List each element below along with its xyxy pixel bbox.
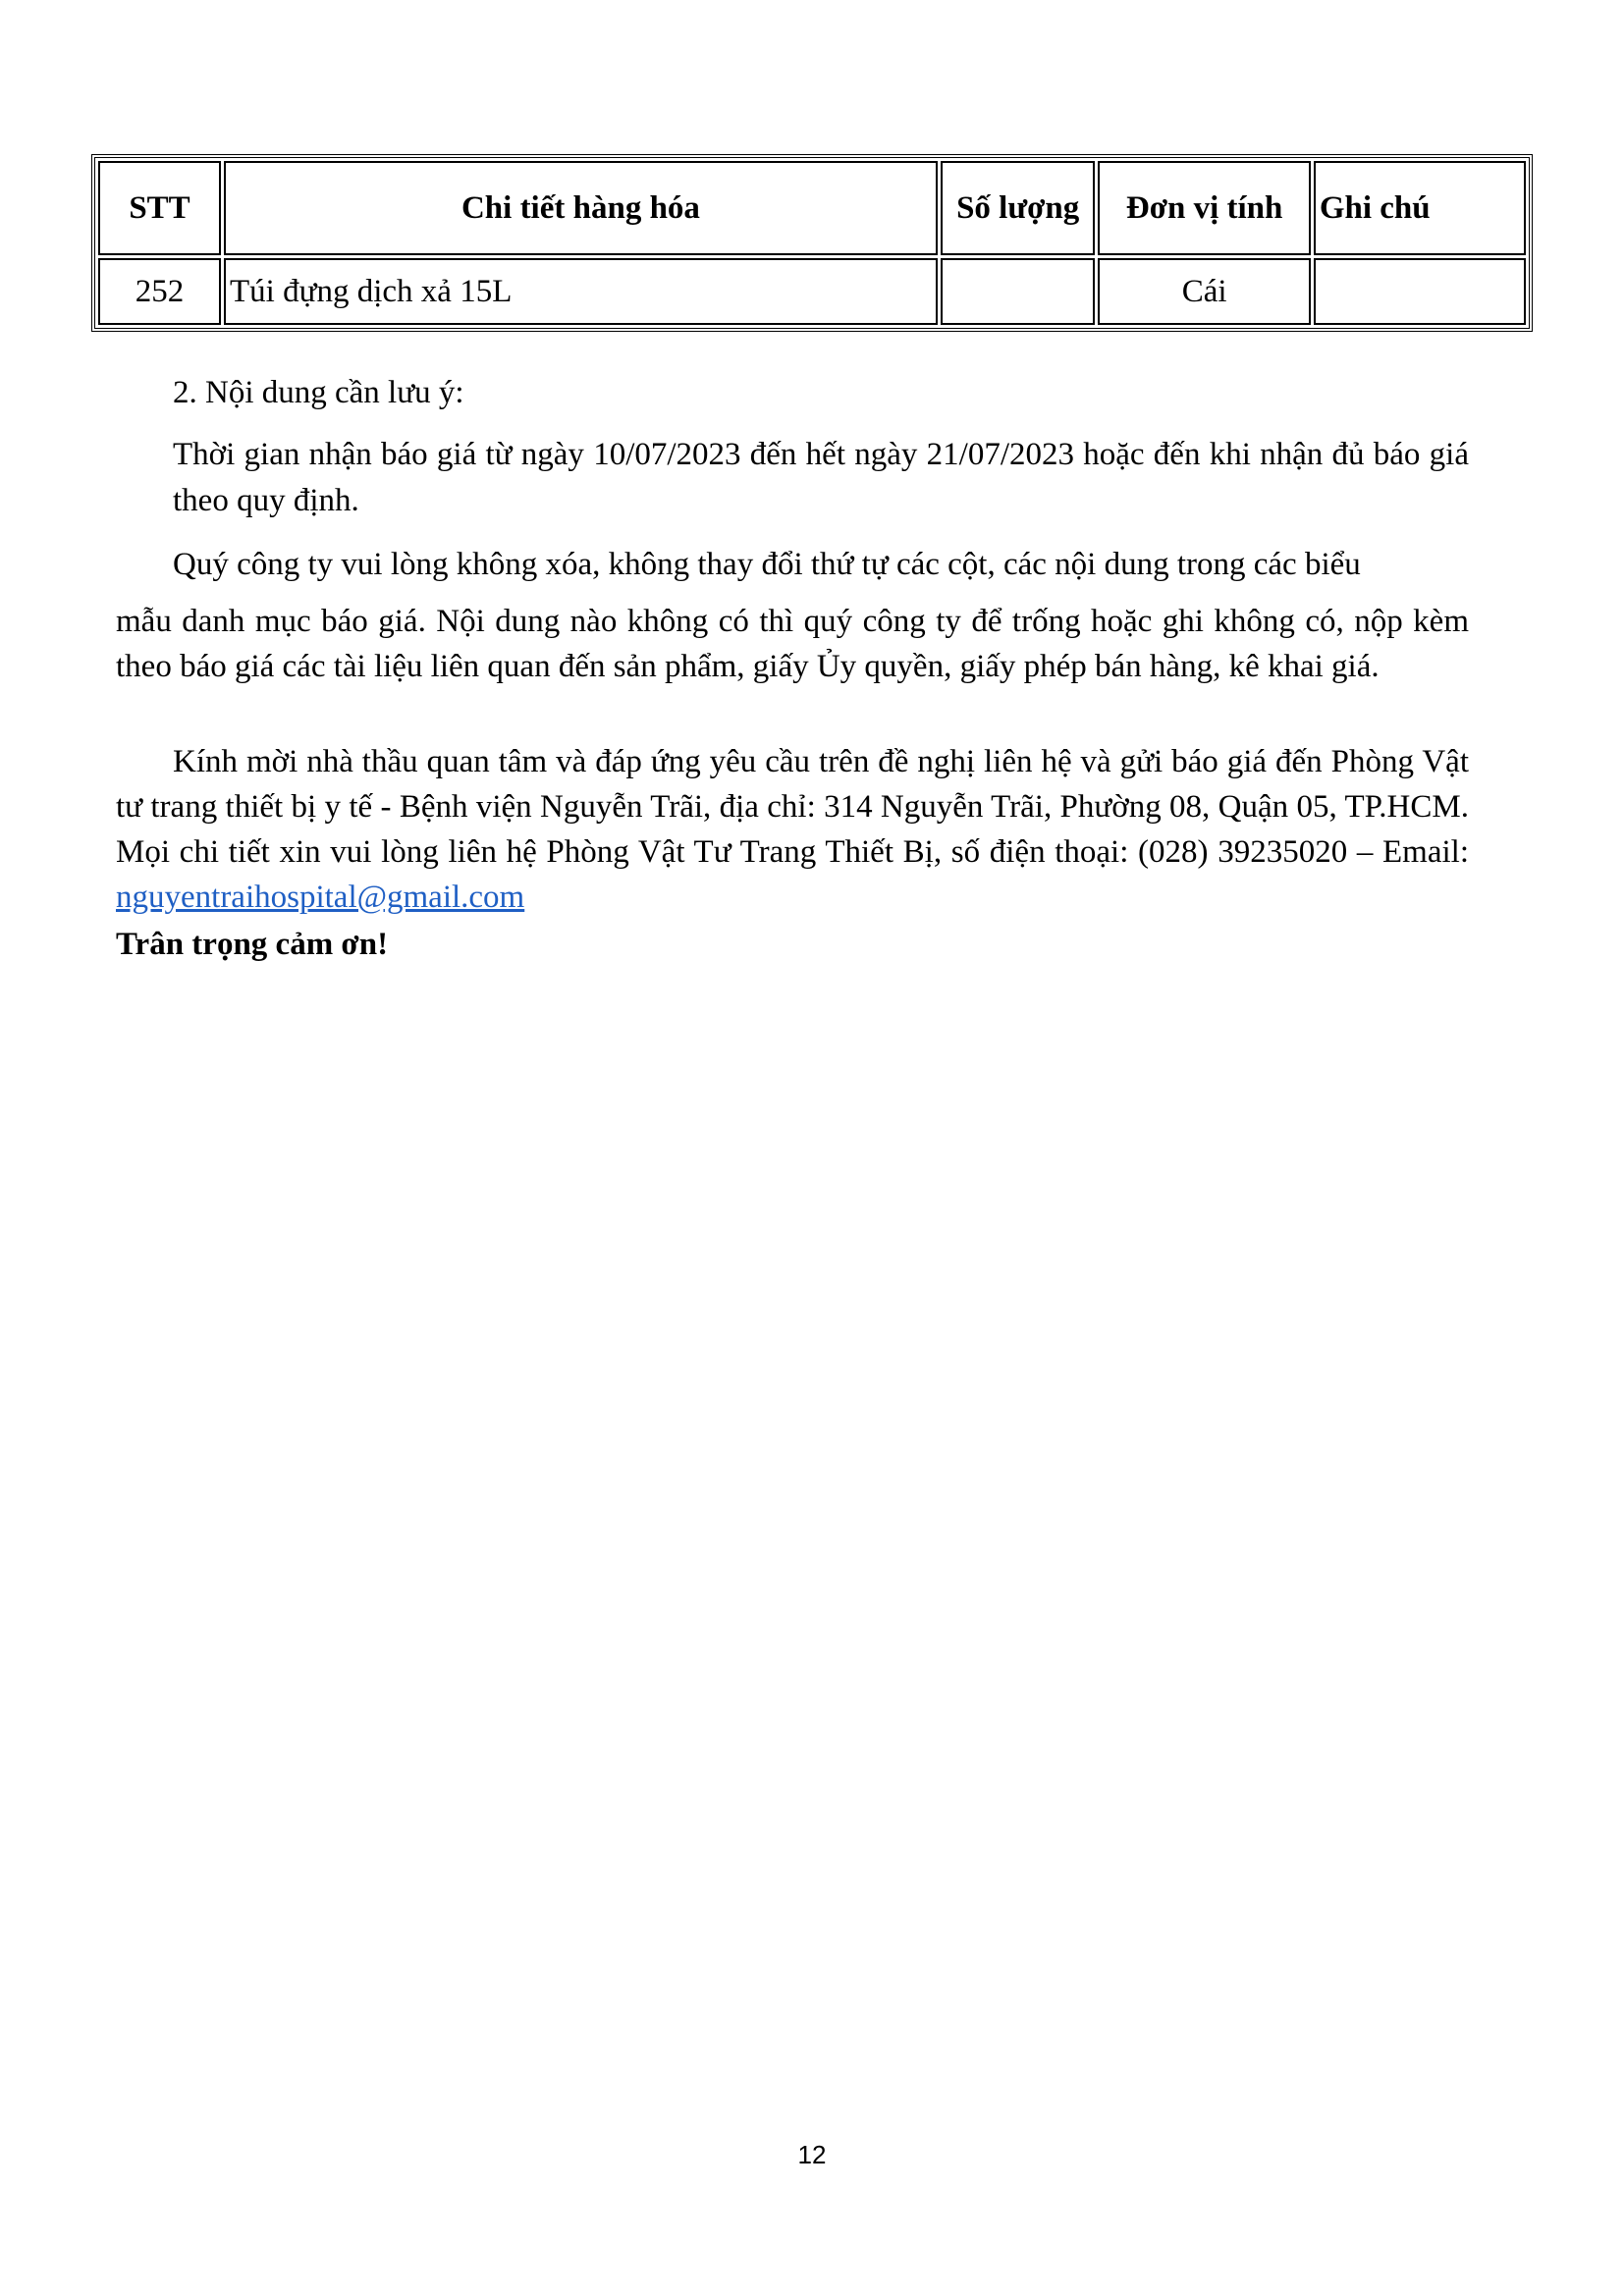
paragraph-quote-period: Thời gian nhận báo giá từ ngày 10/07/2023 đến hết ngày 21/07/2023 hoặc đến khi nhận đủ báo giá theo quy định.	[173, 437, 1469, 518]
page-number: 12	[797, 2140, 827, 2169]
items-table	[91, 154, 1533, 332]
table-row	[98, 258, 1526, 325]
header-qty: Số lượng	[941, 161, 1096, 255]
header-stt: STT	[98, 161, 221, 255]
contact-text: Kính mời nhà thầu quan tâm và đáp ứng yêu cầu trên đề nghị liên hệ và gửi báo giá đến Phòng Vật tư trang thiết bị y tế - Bệnh viện Nguyễn Trãi, địa chỉ: 314 Nguyễn Trãi, Phường 08, Quận 05, TP.HCM. Mọi chi tiết xin vui lòng liên hệ Phòng Vật Tư Trang Thiết Bị, số điện thoại: (028) 39235020 – Email:	[116, 744, 1469, 870]
cell-unit: Cái	[1098, 258, 1310, 325]
email-link[interactable]: nguyentraihospital@gmail.com	[116, 880, 525, 915]
paragraph-instructions-continued: mẫu danh mục báo giá. Nội dung nào không có thì quý công ty để trống hoặc ghi không có, nộp kèm theo báo giá các tài liệu liên quan đến sản phẩm, giấy Ủy quyền, giấy phép bán hàng, kê khai giá.	[116, 604, 1469, 684]
header-note: Ghi chú	[1314, 161, 1526, 255]
header-detail: Chi tiết hàng hóa	[224, 161, 938, 255]
closing-line: Trân trọng cảm ơn!	[116, 927, 389, 962]
cell-stt: 252	[98, 258, 221, 325]
paragraph-instructions-first-line: Quý công ty vui lòng không xóa, không thay đổi thứ tự các cột, các nội dung trong các biểu	[173, 547, 1361, 582]
table-header-row	[98, 161, 1526, 255]
cell-qty	[941, 258, 1096, 325]
header-unit: Đơn vị tính	[1098, 161, 1310, 255]
cell-note	[1314, 258, 1526, 325]
cell-detail: Túi đựng dịch xả 15L	[224, 258, 938, 325]
section-heading: 2. Nội dung cần lưu ý:	[173, 375, 464, 410]
paragraph-contact	[116, 739, 1469, 920]
